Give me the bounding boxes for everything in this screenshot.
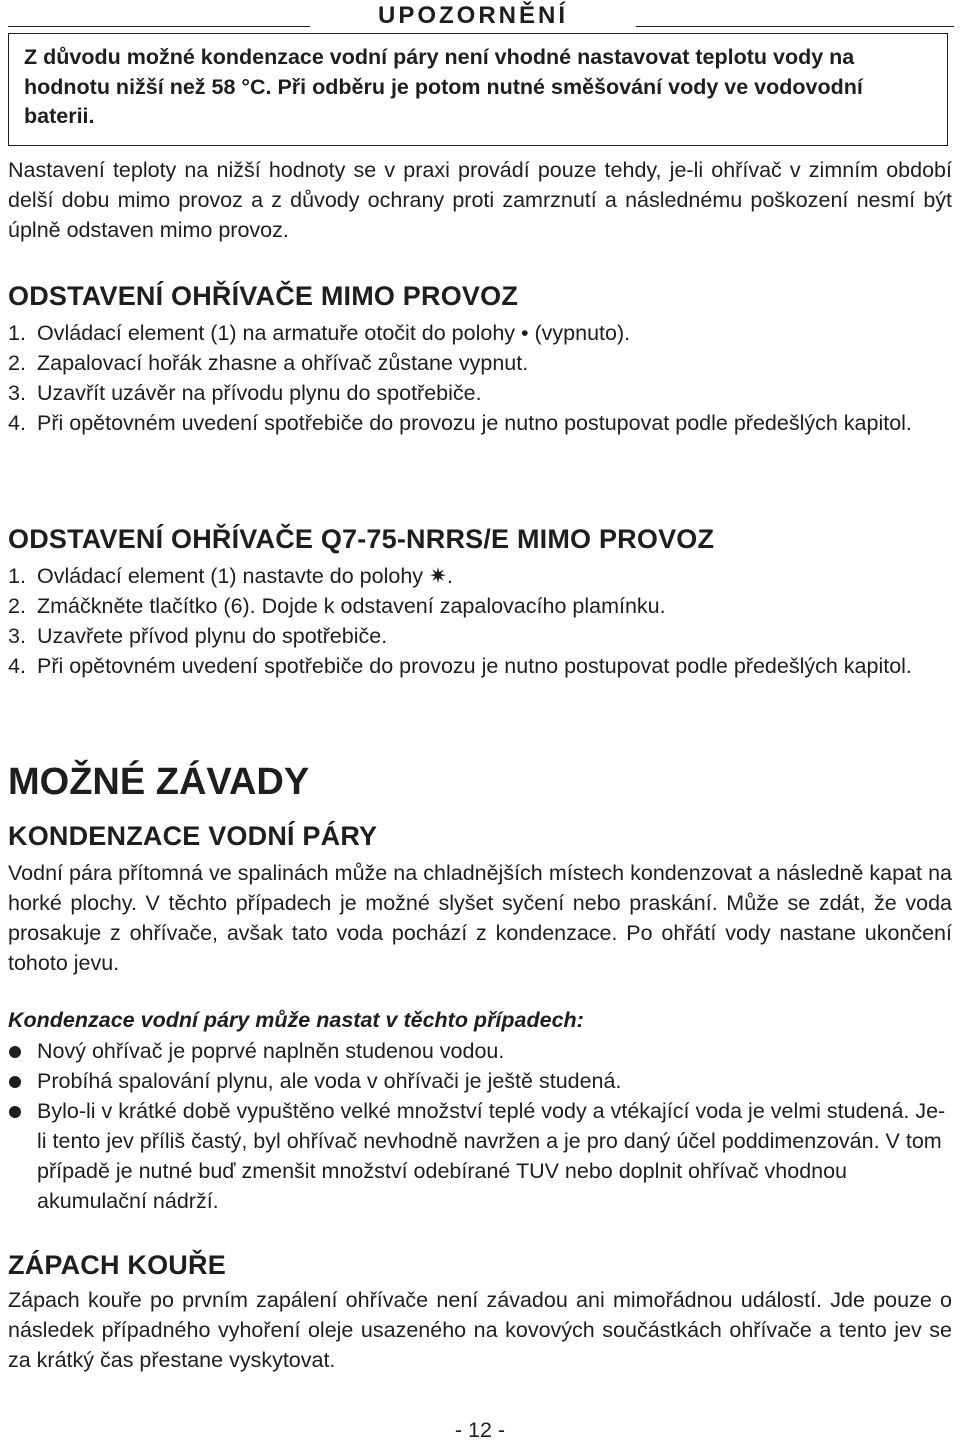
- list-item: [8, 318, 952, 348]
- page-number: - 12 -: [454, 1418, 506, 1442]
- bullet-icon: [9, 1046, 21, 1058]
- list-item: [8, 348, 952, 378]
- step-text: Zapalovací hořák zhasne a ohřívač zůstane vypnut.: [37, 351, 529, 375]
- condensation-cases: [8, 1036, 952, 1216]
- list-item: [8, 651, 952, 681]
- warning-box: Z důvodu možné kondenzace vodní páry není vhodné nastavovat teplotu vody na hodnotu nižší než 58 °C. Při odběru je potom nutné směšování vody ve vodovodní baterii.: [8, 33, 948, 146]
- step-number: 3.: [8, 381, 26, 405]
- step-text: Ovládací element (1) nastavte do polohy ✷.: [37, 564, 453, 588]
- step-text: Uzavřít uzávěr na přívodu plynu do spotřebiče.: [37, 381, 482, 405]
- step-number: 2.: [8, 594, 26, 618]
- faults-title: MOŽNÉ ZÁVADY: [8, 761, 310, 803]
- warning-rule-left: [8, 26, 310, 27]
- smoke-paragraph: Zápach kouře po prvním zapálení ohřívače není závadou ani mimořádnou událostí. Jde pouze o následek případného vyhoření oleje usazeného na kovových součástkách ohřívače a tento jev se za krátký čas přestane vyskytovat.: [8, 1288, 952, 1372]
- step-text: Uzavřete přívod plynu do spotřebiče.: [37, 624, 388, 648]
- condensation-heading: KONDENZACE VODNÍ PÁRY: [8, 821, 378, 851]
- list-item: [8, 408, 952, 438]
- bullet-icon: [9, 1076, 21, 1088]
- smoke-heading: ZÁPACH KOUŘE: [8, 1250, 226, 1280]
- step-text: Ovládací element (1) na armatuře otočit do polohy • (vypnuto).: [37, 321, 631, 345]
- section2-heading: ODSTAVENÍ OHŘÍVAČE Q7-75-NRRS/E MIMO PROVOZ: [8, 524, 715, 554]
- warning-rule-right: [636, 26, 954, 27]
- list-item: [8, 1036, 952, 1066]
- list-item: [8, 1096, 952, 1216]
- warning-title: UPOZORNĚNÍ: [377, 2, 568, 29]
- section2-steps: [8, 561, 952, 681]
- list-item: [8, 561, 952, 591]
- list-item: [8, 378, 952, 408]
- step-number: 1.: [8, 321, 26, 345]
- step-number: 3.: [8, 624, 26, 648]
- condensation-cases-heading: Kondenzace vodní páry může nastat v těchto případech:: [8, 1008, 584, 1032]
- warning-header: [8, 0, 954, 34]
- list-item: [8, 591, 952, 621]
- section1-steps: [8, 318, 952, 438]
- step-number: 4.: [8, 411, 26, 435]
- bullet-icon: [9, 1106, 21, 1118]
- case-text: Nový ohřívač je poprvé naplněn studenou vodou.: [37, 1039, 505, 1063]
- section1-heading: ODSTAVENÍ OHŘÍVAČE MIMO PROVOZ: [8, 281, 519, 311]
- list-item: [8, 621, 952, 651]
- case-text: Bylo-li v krátké době vypuštěno velké množství teplé vody a vtékající voda je velmi studená. Je-li tento jev příliš častý, byl ohřívač nevhodně navržen a je pro daný účel poddimenzován. V tom případě je nutné buď zmenšit množství odebírané TUV nebo doplnit ohřívač vhodnou akumulační nádrží.: [37, 1099, 946, 1213]
- step-text: Při opětovném uvedení spotřebiče do provozu je nutno postupovat podle předešlých kapitol.: [37, 654, 912, 678]
- step-number: 1.: [8, 564, 26, 588]
- step-number: 4.: [8, 654, 26, 678]
- step-text: Při opětovném uvedení spotřebiče do provozu je nutno postupovat podle předešlých kapitol.: [37, 411, 912, 435]
- step-text: Zmáčkněte tlačítko (6). Dojde k odstavení zapalovacího plamínku.: [37, 594, 666, 618]
- list-item: [8, 1066, 952, 1096]
- intro-paragraph: Nastavení teploty na nižší hodnoty se v praxi provádí pouze tehdy, je-li ohřívač v zimním období delší dobu mimo provoz a z důvody ochrany proti zamrznutí a následnému poškození nesmí být úplně odstaven mimo provoz.: [8, 158, 952, 242]
- condensation-paragraph: Vodní pára přítomná ve spalinách může na chladnějších místech kondenzovat a následně kapat na horké plochy. V těchto případech je možné slyšet syčení nebo praskání. Může se zdát, že voda prosakuje z ohřívače, avšak tato voda pochází z kondenzace. Po ohřátí vody nastane ukončení tohoto jevu.: [8, 861, 952, 975]
- case-text: Probíhá spalování plynu, ale voda v ohřívači je ještě studená.: [37, 1069, 622, 1093]
- step-number: 2.: [8, 351, 26, 375]
